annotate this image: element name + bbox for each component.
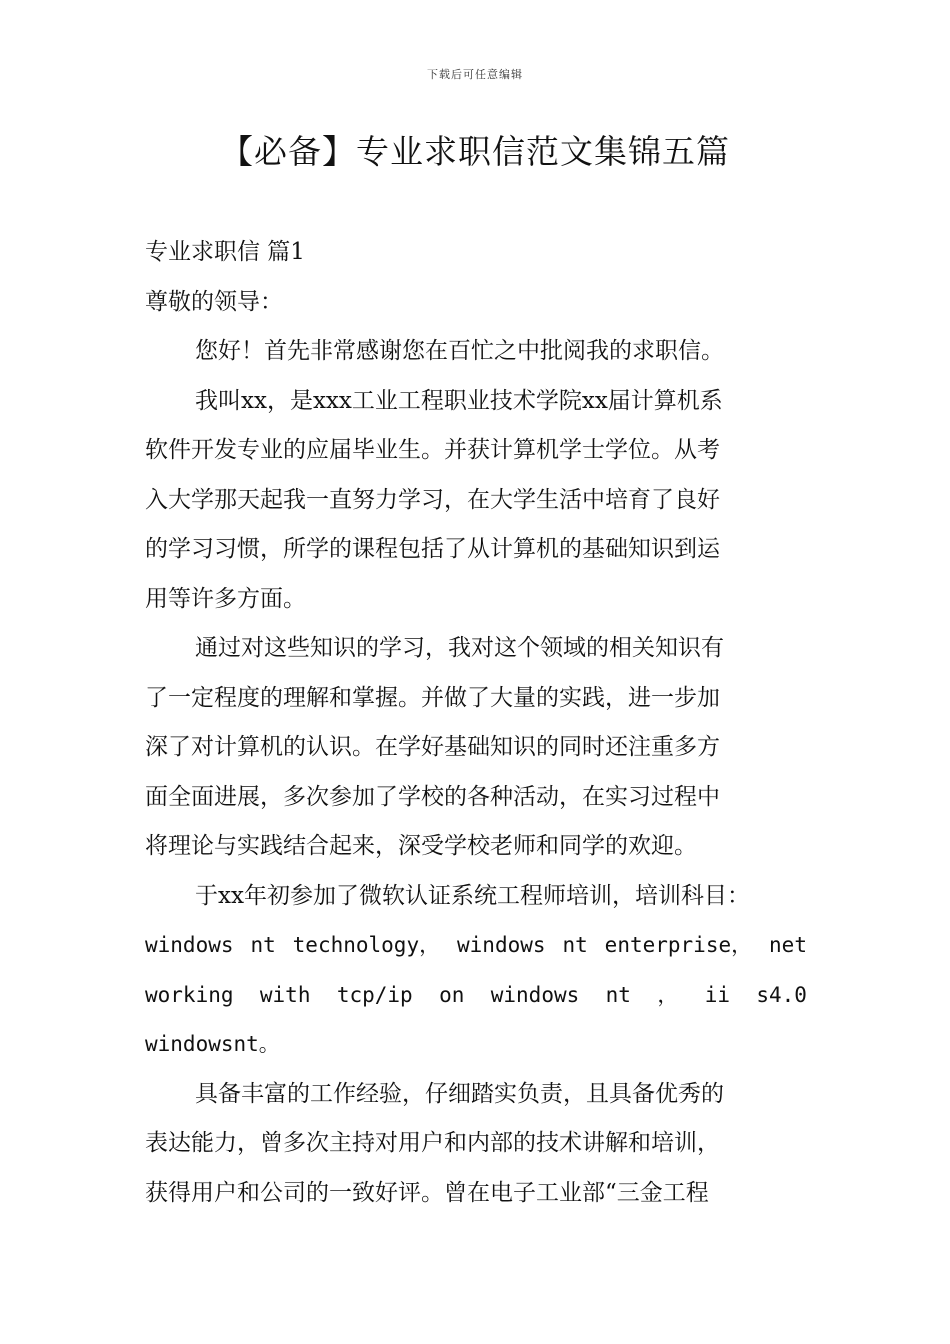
word: technology， [292,933,441,957]
word: nt [250,933,276,957]
text-line: 深了对计算机的认识。在学好基础知识的同时还注重多方 [145,734,720,760]
text-line-courses-1 [145,921,807,971]
paragraph-study [145,624,807,872]
text-line: 于xx年初参加了微软认证系统工程师培训，培训科目： [195,882,750,909]
text-line: 表达能力，曾多次主持对用户和内部的技术讲解和培训， [145,1130,720,1156]
text-line: 将理论与实践结合起来，深受学校老师和同学的欢迎。 [145,833,697,859]
word: ， [657,982,679,1007]
text-line: 的学习习惯，所学的课程包括了从计算机的基础知识到运 [145,536,720,562]
word: net [769,933,807,957]
text-line: 入大学那天起我一直努力学习，在大学生活中培育了良好 [145,486,720,513]
word: tcp/ip [336,982,413,1007]
word: windows [490,982,580,1007]
header-note: 下载后可任意编辑 [427,68,523,81]
text-line: 具备丰富的工作经验，仔细踏实负责，且具备优秀的 [195,1080,724,1107]
text-line-courses-2 [145,971,807,1021]
word: ii [704,982,730,1007]
section-heading: 专业求职信 篇1 [145,239,305,265]
text-line: 用等许多方面。 [145,585,306,612]
text-line: 软件开发专业的应届毕业生。并获计算机学士学位。从考 [145,437,720,463]
text-line: 了一定程度的理解和掌握。并做了大量的实践，进一步加 [145,684,720,711]
word: enterprise， [604,933,753,957]
word: nt [562,933,588,957]
paragraph-introduction [145,377,807,625]
text-line: 通过对这些知识的学习，我对这个领域的相关知识有 [195,635,724,661]
text-line: 获得用户和公司的一致好评。曾在电子工业部“三金工程 [145,1179,709,1206]
document-title: 【必备】专业求职信范文集锦五篇 [220,132,730,171]
word: windows [145,933,234,957]
paragraph-experience [145,1070,807,1219]
word: windows [457,933,546,957]
salutation: 尊敬的领导： [145,288,283,315]
word: on [439,982,465,1007]
word: nt [605,982,631,1007]
paragraph-greeting: 您好！首先非常感谢您在百忙之中批阅我的求职信。 [195,338,724,364]
text-line: 面全面进展，多次参加了学校的各种活动，在实习过程中 [145,783,720,810]
text-line: 我叫xx，是xxx工业工程职业技术学院xx届计算机系 [195,387,723,414]
paragraph-training [145,872,807,1070]
text-line: windowsnt。 [145,1032,280,1056]
word: with [259,982,311,1007]
word: working [145,982,234,1007]
word: s4.0 [756,982,807,1007]
document-body [145,228,807,1218]
